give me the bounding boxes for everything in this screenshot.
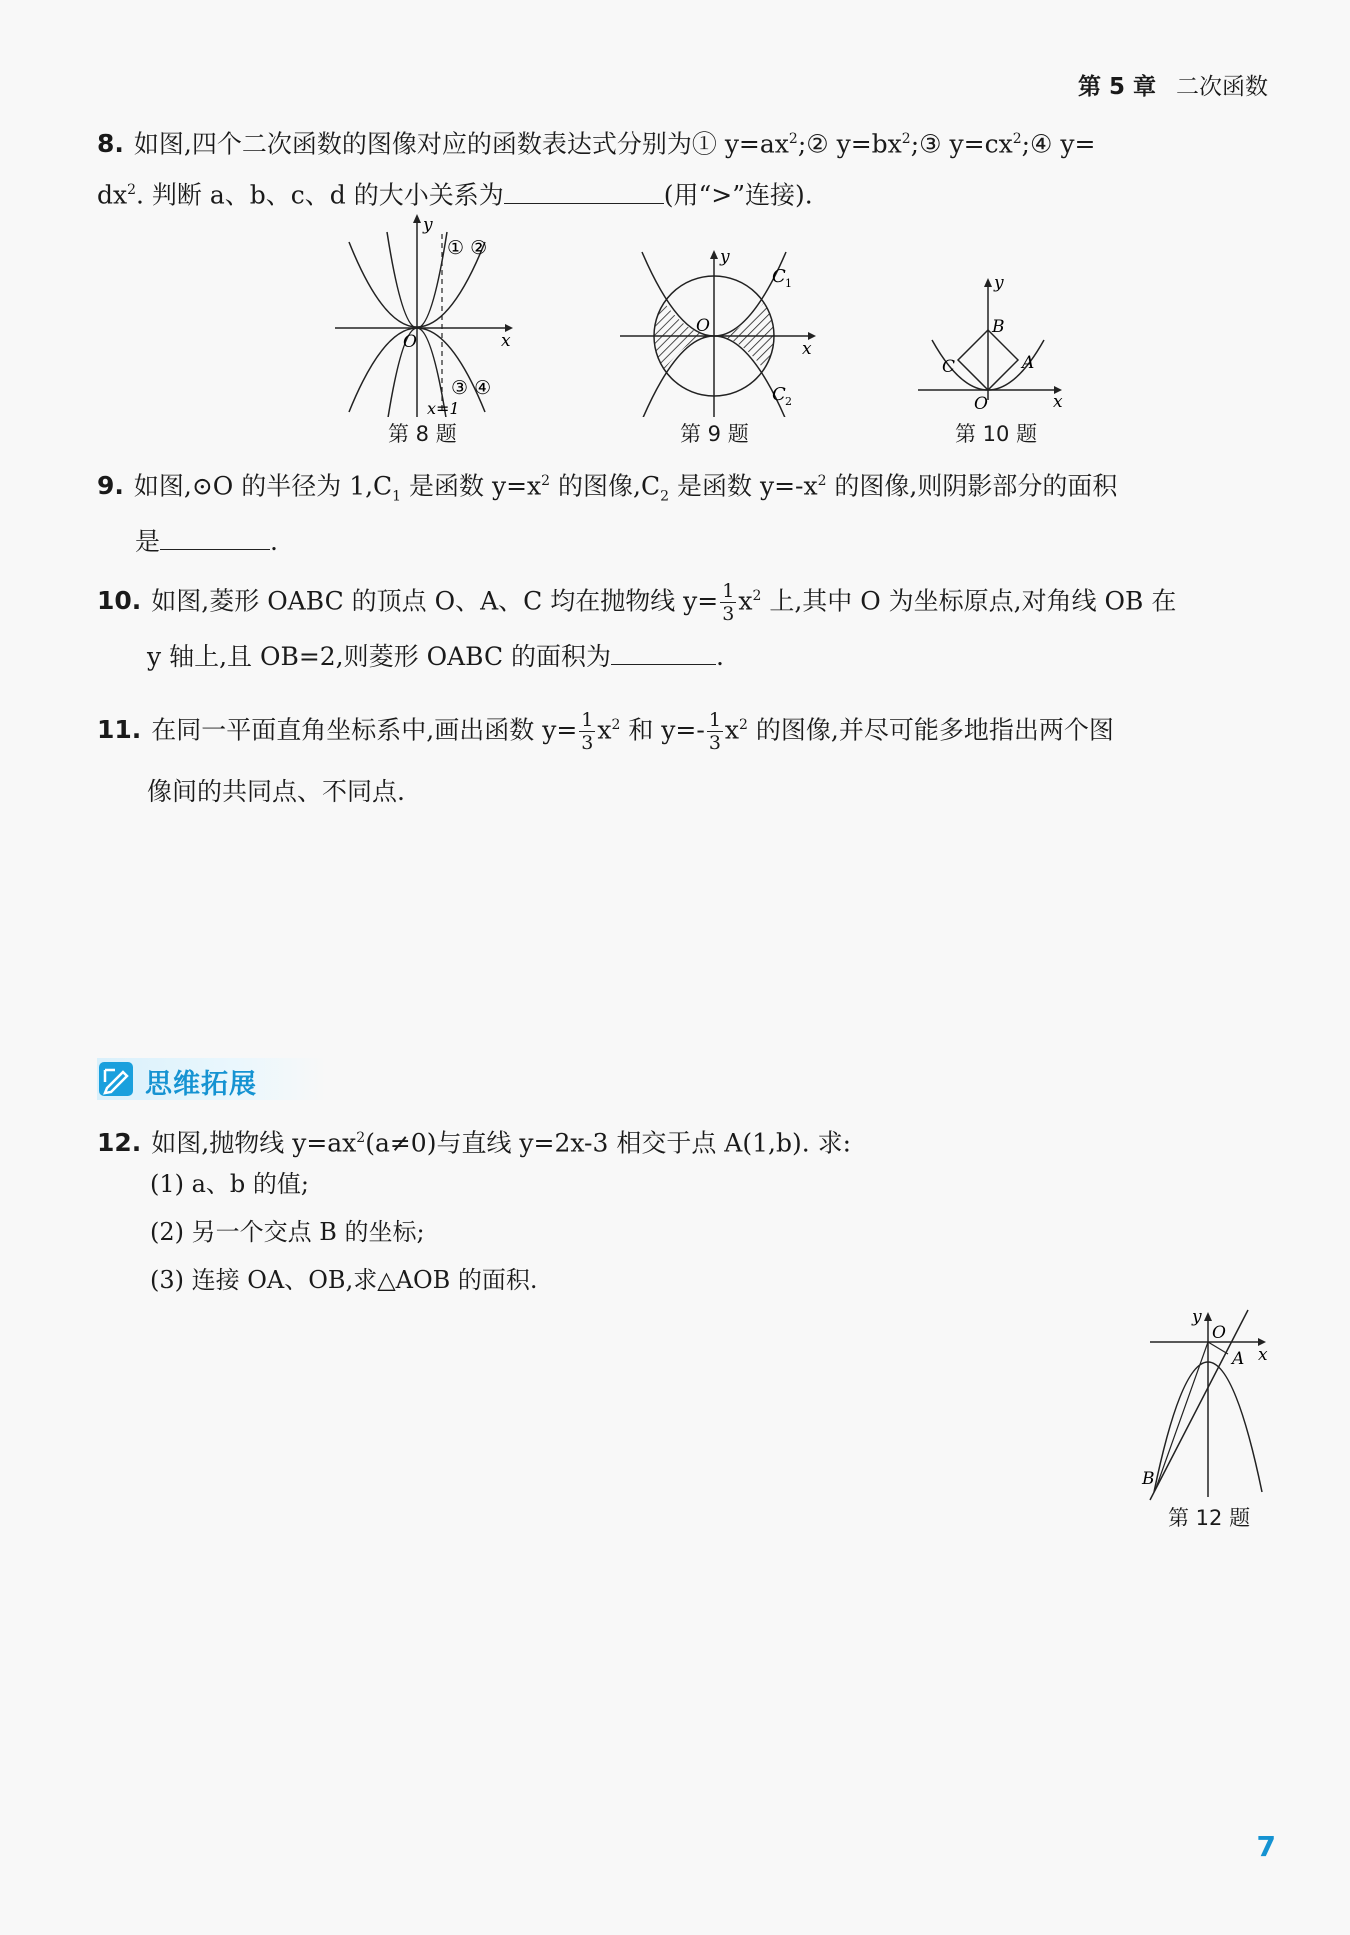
question-9: 9. 如图,⊙O 的半径为 $1,C_1$ 是函数 $y=x^2$ 的图像$,C_2$ 是函数 $y=-x^2$ 的图像,则阴影部分的面积 是 . xyxy=(97,471,1118,557)
segment-ob xyxy=(1156,1342,1208,1488)
question-text: 上,其中 O 为坐标原点,对角线 OB 在 xyxy=(761,586,1177,616)
question-text: 的图像,则阴影部分的面积 xyxy=(826,471,1118,501)
question-number: 10. xyxy=(97,586,142,616)
formula: ③ y=cx xyxy=(919,129,1013,159)
exponent: 2 xyxy=(739,717,748,733)
line-y-2x-3 xyxy=(1150,1310,1248,1500)
y-label: y xyxy=(423,215,433,235)
question-text: 是 xyxy=(135,527,161,557)
point-a-label: A xyxy=(1232,1349,1245,1369)
point-b-label: B xyxy=(992,317,1005,337)
question-10 xyxy=(97,568,1272,685)
point-b-label: B xyxy=(1142,1469,1155,1489)
exponent: 2 xyxy=(611,717,621,733)
x-label: x xyxy=(1053,392,1063,412)
c2-subscript: 2 xyxy=(785,395,792,408)
question-text: 的图像,并尽可能多地指出两个图 xyxy=(747,715,1114,745)
question-number: 8. xyxy=(97,129,124,159)
point-a-label: A xyxy=(1022,353,1035,373)
y-arrow xyxy=(1204,1312,1212,1321)
fraction-one-third xyxy=(707,709,723,754)
c1-label: C xyxy=(772,266,786,287)
origin-label: O xyxy=(696,316,710,336)
question-text: x xyxy=(597,715,612,745)
question-text: x xyxy=(738,586,753,616)
pencil-icon-glyph xyxy=(99,1062,133,1096)
question-text: 的图像,C xyxy=(550,471,661,501)
question-text: 是函数 y=x xyxy=(401,471,542,501)
section-title: 思维拓展 xyxy=(145,1069,257,1100)
question-text: . xyxy=(270,527,278,557)
section-header xyxy=(97,1058,327,1100)
y-label: y xyxy=(994,273,1004,293)
figure-12-caption: 第 12 题 xyxy=(1168,1506,1251,1530)
question-text: 和 y=- xyxy=(620,715,705,745)
figure-8 xyxy=(335,212,515,417)
exponent: 2 xyxy=(817,473,827,489)
question-text: 如图,菱形 OABC 的顶点 O、A、C 均在抛物线 y= xyxy=(151,586,719,616)
question-12-part-1: (1) a、b 的值; xyxy=(150,1170,310,1198)
question-text: (用“>”连接). xyxy=(663,180,813,210)
question-text: 如图,四个二次函数的图像对应的函数表达式分别为① xyxy=(133,129,725,159)
y-arrow xyxy=(984,278,992,287)
page-number: 7 xyxy=(1256,1830,1276,1863)
fraction-numerator: 1 xyxy=(708,709,721,732)
exponent: 2 xyxy=(788,131,798,147)
figure-10 xyxy=(918,270,1068,415)
question-12 xyxy=(97,1115,1272,1166)
figure-9 xyxy=(620,242,820,417)
fraction-numerator: 1 xyxy=(581,709,594,732)
y-arrow xyxy=(413,214,421,223)
chapter-title: 二次函数 xyxy=(1176,74,1268,100)
question-text: 如图,⊙O 的半径为 1,C xyxy=(133,471,393,501)
question-text: y 轴上,且 OB=2,则菱形 OABC 的面积为 xyxy=(147,642,612,672)
fraction-denominator: 3 xyxy=(722,603,735,626)
exponent: 2 xyxy=(356,1130,366,1146)
question-number: 12. xyxy=(97,1128,142,1158)
exponent: 2 xyxy=(901,131,911,147)
formula: ② y=bx xyxy=(806,129,902,159)
question-8: 8. 如图,四个二次函数的图像对应的函数表达式分别为① $y=ax^2;②$ $y=bx^2;③$ $y=cx^2;④$ y= $dx^2$. 判断 a、b、c、d 的大小关系为 (用“>”连接). xyxy=(97,129,1096,210)
fraction-denominator: 3 xyxy=(581,732,594,755)
c2-label: C xyxy=(772,384,786,405)
figure-12 xyxy=(1140,1302,1270,1502)
origin-label: O xyxy=(403,332,417,352)
x-label: x xyxy=(501,331,511,351)
curve-labels-3-4: ③ ④ xyxy=(451,377,492,399)
question-text: . 判断 a、b、c、d 的大小关系为 xyxy=(136,180,504,210)
curve-labels-1-2: ① ② xyxy=(447,237,488,259)
origin-label: O xyxy=(974,394,988,414)
y-label: y xyxy=(720,247,730,267)
formula: y=ax xyxy=(724,129,789,159)
figure-9-caption: 第 9 题 xyxy=(680,422,749,446)
x-label: x xyxy=(802,339,812,359)
x-equals-1-label: x=1 xyxy=(427,399,460,417)
fraction-denominator: 3 xyxy=(708,732,721,755)
question-text: x xyxy=(724,715,740,745)
answer-blank[interactable] xyxy=(504,173,664,204)
exponent: 2 xyxy=(541,473,551,489)
pencil-icon xyxy=(99,1062,133,1096)
exponent: 2 xyxy=(1012,131,1022,147)
point-c-label: C xyxy=(942,357,956,377)
y-label: y xyxy=(1192,1307,1202,1327)
y-arrow xyxy=(710,250,718,259)
exponent: 2 xyxy=(752,588,762,604)
question-text: 是函数 y=-x xyxy=(669,471,818,501)
c1-subscript: 1 xyxy=(785,277,792,290)
question-12-part-2: (2) 另一个交点 B 的坐标; xyxy=(150,1218,425,1246)
answer-blank[interactable] xyxy=(160,519,270,550)
origin-label: O xyxy=(1212,1323,1226,1343)
question-number: 11. xyxy=(97,715,142,745)
formula: dx xyxy=(97,180,128,210)
figure-8-caption: 第 8 题 xyxy=(388,422,457,446)
segment-oa xyxy=(1208,1342,1228,1354)
exponent: 2 xyxy=(127,182,137,199)
question-text: 像间的共同点、不同点. xyxy=(147,777,405,807)
question-text: 在同一平面直角坐标系中,画出函数 y= xyxy=(151,715,578,745)
question-text: (a≠0)与直线 y=2x-3 相交于点 A(1,b). 求: xyxy=(365,1128,852,1158)
formula: ④ y= xyxy=(1030,129,1096,159)
question-12-part-3: (3) 连接 OA、OB,求△AOB 的面积. xyxy=(150,1266,538,1294)
running-header xyxy=(1078,68,1268,101)
chapter-label: 第 5 章 xyxy=(1077,74,1156,100)
fraction-numerator: 1 xyxy=(722,580,735,603)
figure-10-caption: 第 10 题 xyxy=(955,422,1038,446)
question-text: 如图,抛物线 y=ax xyxy=(151,1128,357,1158)
question-11 xyxy=(97,694,1272,823)
fraction-one-third xyxy=(579,709,595,754)
question-number: 9. xyxy=(97,471,124,501)
fraction-one-third xyxy=(720,580,736,625)
answer-blank[interactable] xyxy=(611,634,716,665)
x-label: x xyxy=(1258,1345,1268,1365)
question-text: . xyxy=(716,642,724,672)
